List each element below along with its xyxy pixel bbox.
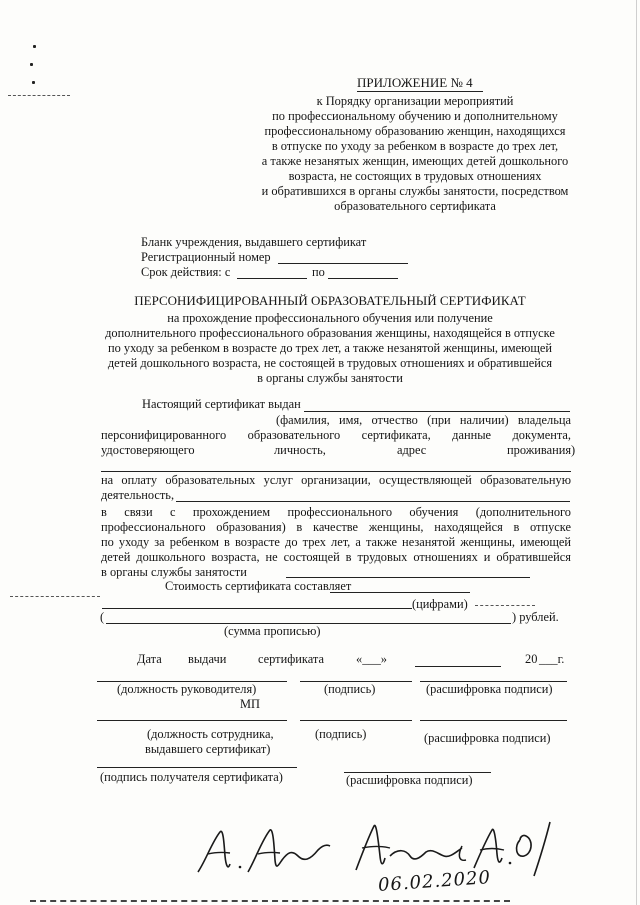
issue-year-prefix: 20 [525,652,538,666]
reason-text: детей дошкольного возраста, не состоящей в трудовых отношениях и обратившейся [101,550,571,564]
scan-bottom-line [30,900,510,902]
decode-hint: (расшифровка подписи) [426,682,553,696]
header-line: а также незанятых женщин, имеющих детей дошкольного [261,154,569,168]
header-line: в отпуске по уходу за ребенком в возрасте до трех лет, [271,139,559,153]
certificate-subtitle: на прохождение профессионального обучения или получение [167,311,493,325]
staff-position-hint: выдавшего сертификат) [145,742,271,756]
scan-dash [475,605,535,606]
certificate-title: ПЕРСОНИФИЦИРОВАННЫЙ ОБРАЗОВАТЕЛЬНЫЙ СЕРТИФИКАТ [134,293,526,308]
issue-date-label: сертификата [258,652,324,666]
blank-label: Бланк учреждения, выдавшего сертификат [141,235,367,249]
cost-field[interactable] [330,592,470,593]
signature-hint: (подпись) [315,727,367,741]
validity-from-field[interactable] [237,278,307,279]
staff-position-field[interactable] [97,720,287,721]
holder-hint: (фамилия, имя, отчество (при наличии) владельца [276,413,571,427]
certificate-subtitle: дополнительного профессионального образования женщины, находящейся в отпуске [105,326,555,340]
reason-text: в органы службы занятости [101,565,247,579]
signature-hint: (подпись) [324,682,376,696]
appendix-title: ПРИЛОЖЕНИЕ № 4 [357,75,473,90]
header-line: к Порядку организации мероприятий [316,94,514,108]
scan-dash [8,95,70,96]
handwritten-signature-1 [190,820,340,880]
cost-digits-field[interactable] [102,608,412,609]
certificate-subtitle: по уходу за ребенком в возрасте до трех лет, а также незанятой женщины, имеющей [108,341,552,355]
scan-dot [32,81,35,84]
organization-field[interactable] [176,501,570,502]
issued-to-label: Настоящий сертификат выдан [142,397,301,411]
scan-dot [33,45,36,48]
certificate-subtitle: в органы службы занятости [257,371,403,385]
decode-hint: (расшифровка подписи) [424,731,551,745]
validity-to-label: по [312,265,325,279]
header-line: профессиональному образованию женщин, находящихся [264,124,566,138]
holder-hint: удостоверяющего [101,443,195,457]
cost-label: Стоимость сертификата составляет [165,579,352,593]
paren-open: ( [100,610,105,624]
head-position-hint: (должность руководителя) [117,682,257,696]
issue-day-field[interactable]: «___» [356,652,387,666]
validity-label: Срок действия: с [141,265,231,279]
scan-edge [636,0,637,905]
reg-number-label: Регистрационный номер [141,250,271,264]
words-hint: (сумма прописью) [224,624,321,638]
payment-text: деятельность, [101,488,175,502]
staff-position-hint: (должность сотрудника, [147,727,274,741]
reason-text: в связи с прохождением профессионального обучения (дополнительного [101,505,571,519]
reg-number-field[interactable] [278,263,408,264]
issue-year-field[interactable]: ___г. [539,652,565,666]
issue-date-label: выдачи [188,652,227,666]
decode-hint: (расшифровка подписи) [346,773,473,787]
holder-details-field[interactable] [101,471,571,472]
staff-decode-field[interactable] [420,720,567,721]
header-line: и обратившихся в органы службы занятости, посредством [261,184,569,198]
reason-text: профессионального образования) в качестве женщины, находящейся в отпуске [101,520,571,534]
stamp-label: МП [240,697,260,711]
digits-hint: (цифрами) [412,597,468,611]
holder-hint: персонифицированного образовательного сертификата, данные документа, [101,428,571,442]
handwritten-date: 06.02.2020 [377,867,492,896]
recipient-signature-field[interactable] [97,767,297,768]
title-underline [357,91,483,92]
validity-to-field[interactable] [328,278,398,279]
holder-hint: личность, [274,443,326,457]
header-line: возраста, не состоящих в трудовых отношениях [288,169,542,183]
header-line: образовательного сертификата [334,199,496,213]
issue-date-label: Дата [137,652,162,666]
holder-hint: адрес [397,443,427,457]
header-line: по профессиональному обучению и дополнительному [272,109,558,123]
employment-service-field[interactable] [286,577,530,578]
scan-dash [10,596,100,597]
issue-month-field[interactable] [415,666,501,667]
issued-to-field[interactable] [304,411,570,412]
payment-text: на оплату образовательных услуг организации, осуществляющей образовательную [101,473,571,487]
certificate-subtitle: детей дошкольного возраста, не состоящей в трудовых отношениях и обратившейся [107,356,553,370]
holder-hint: проживания) [507,443,576,457]
rubles-label: ) рублей. [512,610,559,624]
staff-signature-field[interactable] [300,720,412,721]
recipient-hint: (подпись получателя сертификата) [100,770,283,784]
reason-text: по уходу за ребенком в возрасте до трех лет, а также незанятой женщины, имеющей [101,535,571,549]
scan-dot [30,63,33,66]
